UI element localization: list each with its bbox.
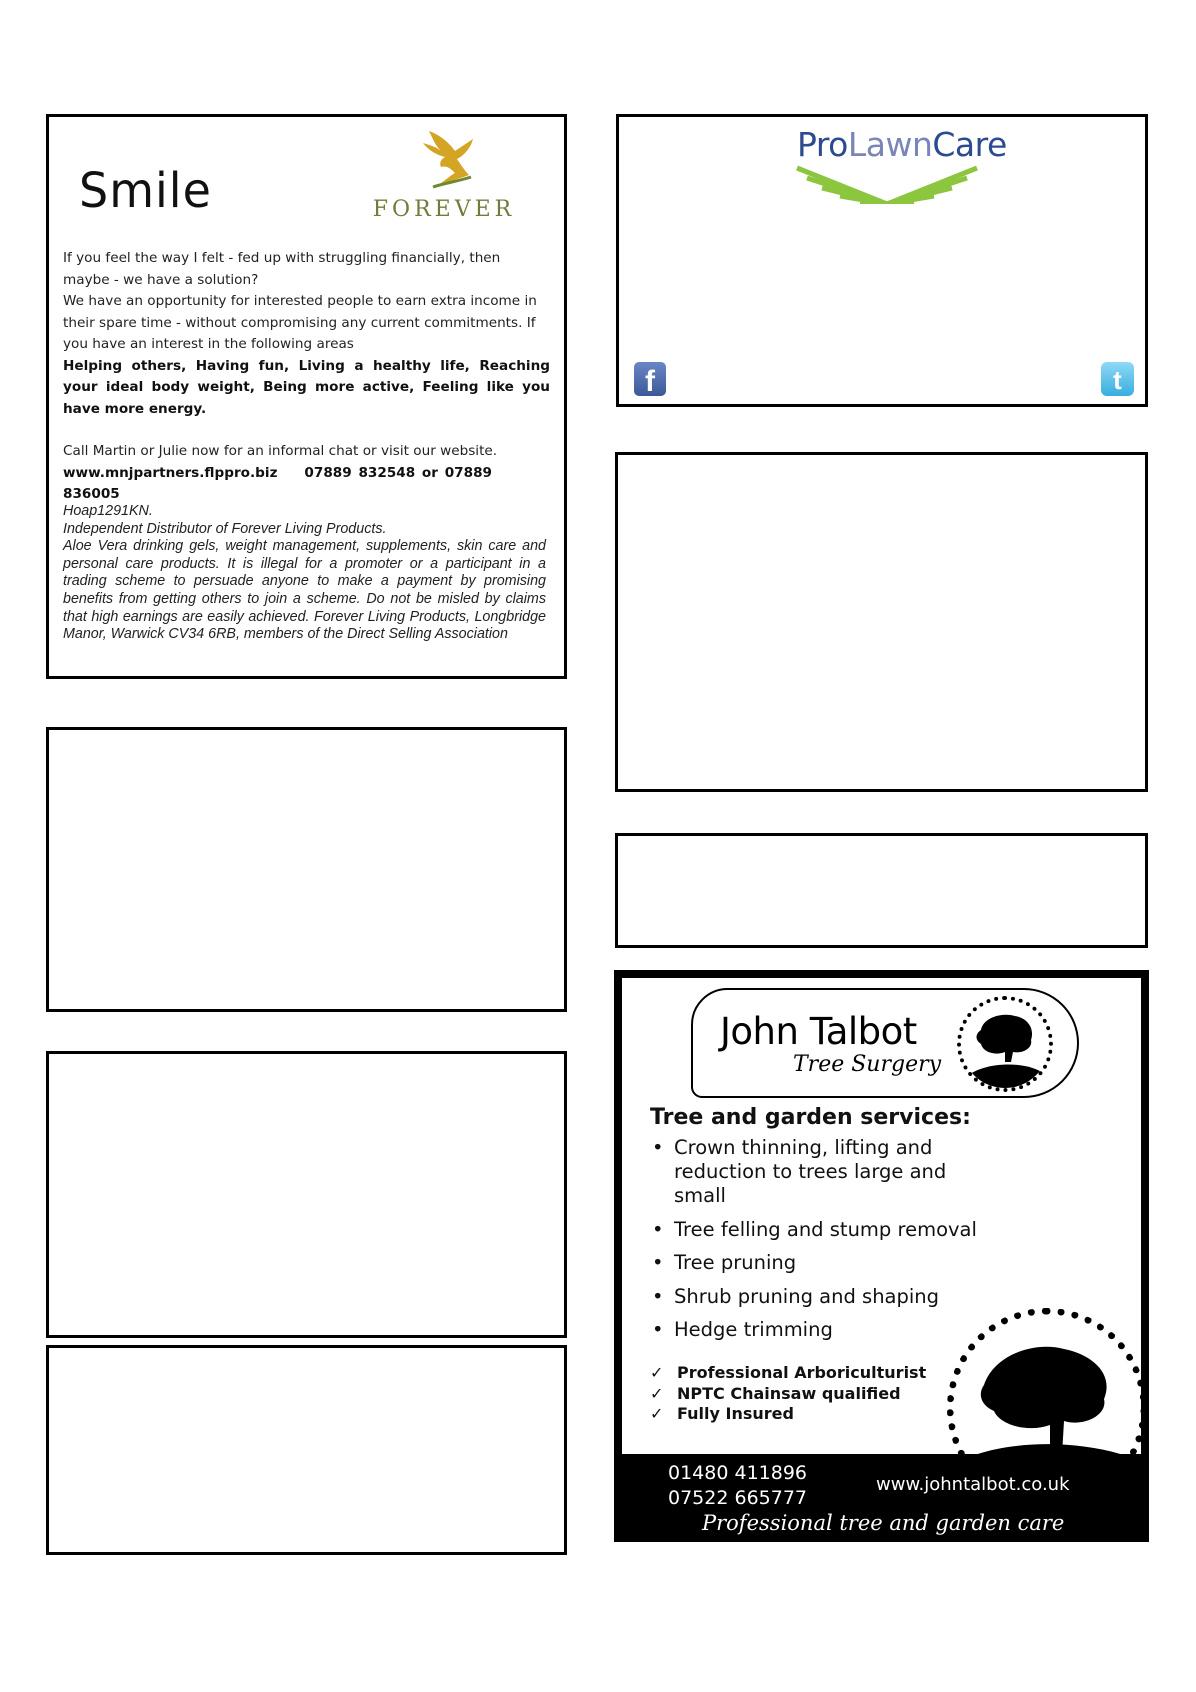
logo-lawn: Lawn bbox=[847, 125, 933, 164]
forever-advert bbox=[46, 114, 567, 679]
check-icon: ✓ bbox=[650, 1363, 664, 1382]
service-item: • Hedge trimming bbox=[650, 1318, 1004, 1342]
empty-ad-box-right-2 bbox=[615, 452, 1148, 792]
service-item: • Shrub pruning and shaping bbox=[650, 1285, 1004, 1309]
credential-item: ✓ NPTC Chainsaw qualified bbox=[650, 1383, 901, 1403]
twitter-icon[interactable]: t bbox=[1101, 362, 1134, 396]
forever-website-link[interactable]: www.mnjpartners.flppro.biz bbox=[63, 464, 278, 481]
service-item: • Tree pruning bbox=[650, 1251, 1004, 1275]
talbot-website-link[interactable]: www.johntalbot.co.uk bbox=[876, 1474, 1070, 1495]
smile-headline: Smile bbox=[79, 161, 212, 219]
contact-line bbox=[63, 463, 550, 506]
talbot-name: John Talbot bbox=[720, 1010, 917, 1053]
facebook-icon[interactable]: f bbox=[634, 362, 666, 396]
prolawncare-wordmark bbox=[797, 125, 1007, 164]
tree-seal-icon bbox=[957, 996, 1053, 1092]
forever-phones: 07889 832548 or 07889 836005 bbox=[63, 464, 492, 502]
prolawncare-advert bbox=[616, 114, 1148, 407]
legal-disclaimer bbox=[63, 503, 546, 644]
talbot-tagline: Professional tree and garden care bbox=[702, 1511, 1065, 1535]
services-list bbox=[650, 1136, 1004, 1352]
talbot-phone-1: 01480 411896 bbox=[668, 1462, 808, 1484]
tree-silhouette-icon bbox=[947, 1308, 1141, 1454]
distributor-line: Independent Distributor of Forever Living Products. bbox=[63, 520, 387, 537]
talbot-phone-2: 07522 665777 bbox=[668, 1487, 808, 1509]
logo-pro: Pro bbox=[797, 125, 848, 164]
prolawncare-logo bbox=[797, 125, 1007, 204]
interests-list: Helping others, Having fun, Living a healthy life, Reaching your ideal body weight, Being more active, Feeling like you have more energy. bbox=[63, 357, 550, 417]
forever-logo bbox=[369, 129, 519, 222]
talbot-content bbox=[622, 978, 1141, 1454]
forever-body bbox=[63, 248, 550, 506]
call-to-action: Call Martin or Julie now for an informal chat or visit our website. bbox=[63, 443, 498, 459]
service-item: • Crown thinning, lifting and reduction to trees large and small bbox=[650, 1136, 1004, 1208]
empty-ad-box-left-3 bbox=[46, 1051, 567, 1338]
talbot-contact-footer bbox=[614, 1454, 1149, 1542]
empty-ad-box-left-4 bbox=[46, 1345, 567, 1555]
check-icon: ✓ bbox=[650, 1404, 664, 1423]
empty-ad-box-left-2 bbox=[46, 727, 567, 1012]
john-talbot-advert bbox=[614, 970, 1149, 1542]
eagle-icon bbox=[411, 125, 481, 195]
services-heading: Tree and garden services: bbox=[650, 1105, 971, 1130]
opportunity-paragraph: We have an opportunity for interested people to earn extra income in their spare time - without compromising any current commitments. If you have an interest in the following areas bbox=[63, 293, 537, 352]
service-item: • Tree felling and stump removal bbox=[650, 1218, 1004, 1242]
check-icon: ✓ bbox=[650, 1383, 664, 1403]
logo-care: Care bbox=[932, 125, 1007, 164]
legal-text: Aloe Vera drinking gels, weight management, supplements, skin care and personal care products. It is illegal for a promoter or a participant in a trading scheme to persuade anyone to make a payment by promising benefits from getting others to join a scheme. Do not be misled by claims that high earnings are easily achieved. Forever Living Products, Longbridge Manor, Warwick CV34 6RB, members of the Direct Selling Association bbox=[63, 538, 546, 643]
ref-code: Hoap1291KN. bbox=[63, 503, 153, 519]
forever-wordmark: FOREVER bbox=[372, 197, 516, 222]
credential-item: ✓ Fully Insured bbox=[650, 1404, 794, 1423]
lawn-stripes-icon bbox=[792, 162, 982, 204]
talbot-logo-badge bbox=[691, 988, 1079, 1098]
intro-paragraph: If you feel the way I felt - fed up with struggling financially, then maybe - we have a solution? bbox=[63, 250, 501, 288]
credential-item: ✓ Professional Arboriculturist bbox=[650, 1363, 927, 1382]
talbot-subtitle: Tree Surgery bbox=[793, 1052, 942, 1077]
empty-ad-box-right-3 bbox=[615, 833, 1148, 948]
credentials-list bbox=[650, 1363, 926, 1425]
